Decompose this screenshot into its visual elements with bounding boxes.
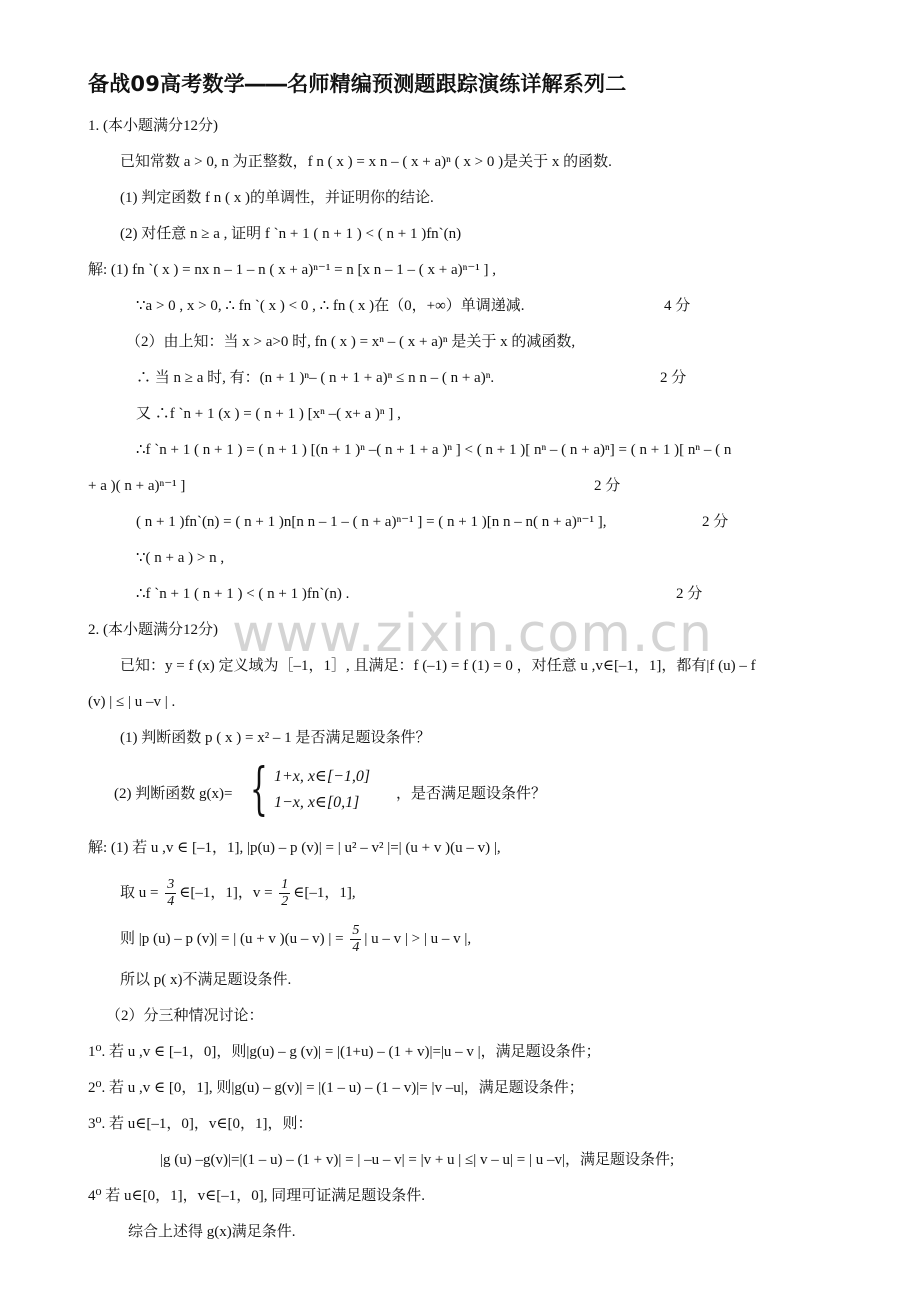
- score-mark: 2 分: [702, 514, 729, 530]
- text-segment: ∈[–1，1],: [293, 885, 356, 901]
- question-2-tail: ，是否满足题设条件？: [396, 786, 547, 802]
- problem-2-given-cont: (v) | ≤ | u –v | .: [88, 694, 176, 710]
- problem-1-solution-line-5: 又 ∴f `n + 1 (x ) = ( n + 1 ) [xⁿ –( x+ a )ⁿ ] ,: [136, 406, 401, 422]
- watermark: www.zixin.com.cn: [232, 604, 713, 664]
- page-title: 备战09高考数学――名师精编预测题跟踪演练详解系列二: [88, 72, 627, 96]
- fraction-denominator: 4: [352, 940, 360, 956]
- problem-2-solution-line-5: （2）分三种情况讨论：: [106, 1008, 264, 1024]
- fraction-denominator: 2: [281, 894, 289, 910]
- fraction-denominator: 4: [167, 894, 175, 910]
- problem-1-solution-line-7: ( n + 1 )fn`(n) = ( n + 1 )n[n n – 1 – ( n + a)ⁿ⁻¹ ] = ( n + 1 )[n n – n( n + a)ⁿ⁻¹ ],: [136, 514, 607, 530]
- problem-1-solution-line-4: ∴ 当 n ≥ a 时, 有：(n + 1 )ⁿ– ( n + 1 + a)ⁿ ≤ n n – ( n + a)ⁿ.: [136, 370, 495, 386]
- fraction: [350, 923, 361, 956]
- problem-1-question-1: (1) 判定函数 f n ( x )的单调性，并证明你的结论.: [120, 190, 434, 206]
- score-mark: 4 分: [664, 298, 691, 314]
- fraction: [165, 877, 176, 910]
- problem-2-solution-line-2: [120, 876, 356, 910]
- problem-1-solution-line-9: ∴f `n + 1 ( n + 1 ) < ( n + 1 )fn`(n) .: [136, 586, 350, 602]
- piecewise-brace: {: [250, 757, 268, 822]
- text-segment: ∈[–1，1]，v =: [179, 885, 277, 901]
- case-1: 1⁰. 若 u ,v ∈ [–1，0]，则|g(u) – g (v)| = |(1+u) – (1 + v)|=|u – v |，满足题设条件；: [88, 1044, 601, 1060]
- problem-1-solution-line-6: ∴f `n + 1 ( n + 1 ) = ( n + 1 ) [(n + 1 )ⁿ –( n + 1 + a )ⁿ ] < ( n + 1 )[ nⁿ – ( n + a)ⁿ] = ( n + 1 )[ nⁿ – ( n: [136, 442, 732, 458]
- score-mark: 2 分: [676, 586, 703, 602]
- fraction-numerator: 5: [352, 923, 360, 939]
- score-mark: 2 分: [660, 370, 687, 386]
- problem-2-solution-line-3: [120, 922, 471, 956]
- text-segment: 取 u =: [120, 885, 163, 901]
- problem-1-heading: 1. (本小题满分12分): [88, 118, 218, 134]
- case-3: 3⁰. 若 u∈[–1，0]，v∈[0，1]，则：: [88, 1116, 313, 1132]
- problem-2-solution-line-4: 所以 p( x)不满足题设条件.: [120, 972, 292, 988]
- text-segment: 则 |p (u) – p (v)| = | (u + v )(u – v) | =: [120, 931, 348, 947]
- text-segment: | u – v | > | u – v |,: [364, 931, 472, 947]
- problem-1-solution-line-3: （2）由上知：当 x > a>0 时, fn ( x ) = xⁿ – ( x + a)ⁿ 是关于 x 的减函数,: [126, 334, 576, 350]
- question-2-label: (2) 判断函数 g(x)=: [114, 786, 233, 802]
- problem-2-heading: 2. (本小题满分12分): [88, 622, 218, 638]
- fraction-numerator: 3: [167, 877, 175, 893]
- problem-1-solution-line-6-cont: + a )( n + a)ⁿ⁻¹ ]: [88, 478, 186, 494]
- problem-1-question-2: (2) 对任意 n ≥ a , 证明 f `n + 1 ( n + 1 ) < ( n + 1 )fn`(n): [120, 226, 462, 242]
- problem-1-solution-line-2: ∵a > 0 , x > 0, ∴ fn `( x ) < 0 , ∴ fn ( x )在（0，+∞）单调递减.: [136, 298, 525, 314]
- problem-2-solution-line-1: 解: (1) 若 u ,v ∈ [–1，1], |p(u) – p (v)| = | u² – v² |=| (u + v )(u – v) |,: [88, 840, 501, 856]
- case-3-detail: |g (u) –g(v)|=|(1 – u) – (1 + v)| = | –u – v| = |v + u | ≤| v – u| = | u –v|，满足题设条件;: [160, 1152, 675, 1168]
- case-4: 4⁰ 若 u∈[0，1]，v∈[–1，0], 同理可证满足题设条件.: [88, 1188, 425, 1204]
- problem-1-solution-line-1: 解: (1) fn `( x ) = nx n – 1 – n ( x + a)ⁿ⁻¹ = n [x n – 1 – ( x + a)ⁿ⁻¹ ] ,: [88, 262, 497, 278]
- case-2: 2⁰. 若 u ,v ∈ [0，1], 则|g(u) – g(v)| = |(1 – u) – (1 – v)|= |v –u|，满足题设条件；: [88, 1080, 584, 1096]
- problem-2-question-1: (1) 判断函数 p ( x ) = x² – 1 是否满足题设条件？: [120, 730, 431, 746]
- problem-1-solution-line-8: ∵( n + a ) > n ,: [136, 550, 225, 566]
- conclusion: 综合上述得 g(x)满足条件.: [128, 1224, 296, 1240]
- piecewise-case-2: 1−x, x∈[0,1]: [274, 794, 360, 811]
- piecewise-case-1: 1+x, x∈[−1,0]: [274, 768, 371, 785]
- problem-1-given: 已知常数 a > 0, n 为正整数，f n ( x ) = x n – ( x + a)ⁿ ( x > 0 )是关于 x 的函数.: [120, 154, 612, 170]
- problem-2-given: 已知：y = f (x) 定义域为［–1，1］, 且满足：f (–1) = f (1) = 0 ，对任意 u ,v∈[–1，1]，都有|f (u) – f: [120, 658, 756, 674]
- score-mark: 2 分: [594, 478, 621, 494]
- fraction-numerator: 1: [281, 877, 289, 893]
- fraction: [279, 877, 290, 910]
